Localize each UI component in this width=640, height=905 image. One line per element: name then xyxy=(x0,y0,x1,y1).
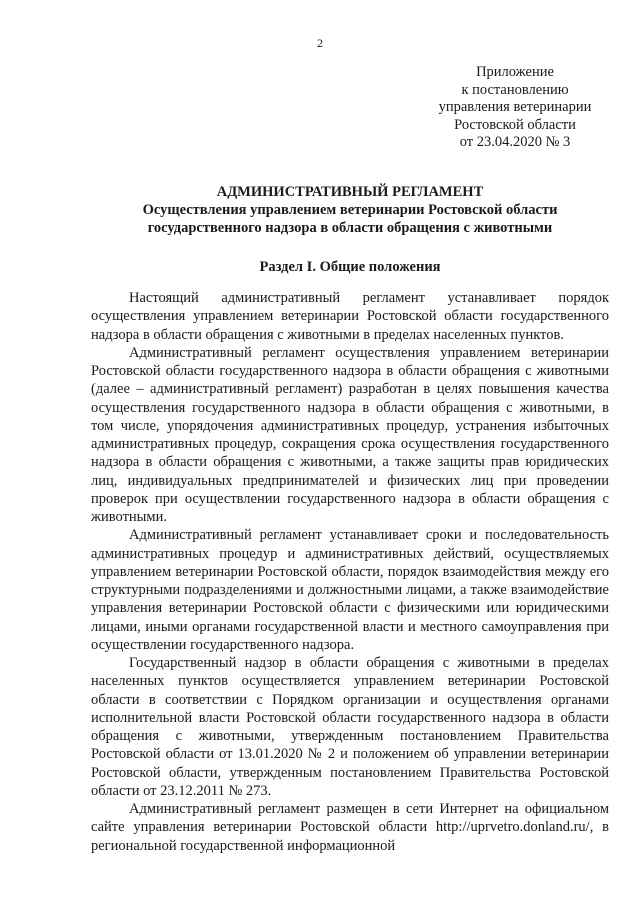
appendix-line: управления ветеринарии xyxy=(438,99,592,116)
title-line: государственного надзора в области обращения с животными xyxy=(147,220,553,236)
title-line: Осуществления управлением ветеринарии Ростовской области xyxy=(142,202,558,218)
appendix-line: Ростовской области xyxy=(454,116,576,133)
appendix-line: к постановлению xyxy=(461,81,569,98)
paragraph: Административный регламент осуществления управлением ветеринарии Ростовской области государственного надзора в области обращения с животными (далее – административный регламент) разработан в целях повышения качества осуществления государственного надзора в области обращения с животными, в том числе, упорядочения административных процедур, устранения избыточных административных процедур, сокращения срока осуществления государственного надзора в области обращения с животными, а также защиты прав юридических лиц, индивидуальных предпринимателей и физических лиц при проведении проверок при осуществлении государственного надзора в области обращения с животными. xyxy=(91,344,609,525)
paragraph: Настоящий административный регламент устанавливает порядок осуществления управлением ветеринарии Ростовской области государственного надзора в области обращения с животными в пределах населенных пунктов. xyxy=(91,290,609,343)
appendix-line: от 23.04.2020 № 3 xyxy=(459,134,571,151)
title-line: АДМИНИСТРАТИВНЫЙ РЕГЛАМЕНТ xyxy=(216,184,484,200)
body-text xyxy=(91,289,609,855)
appendix-block xyxy=(420,64,610,152)
document-title xyxy=(60,183,640,237)
paragraph: Административный регламент устанавливает сроки и последовательность административных процедур и административных действий, осуществляемых управлением ветеринарии Ростовской области, порядок взаимодействия между его структурными подразделениями и должностными лицами, а также взаимодействие управления ветеринарии Ростовской области с физическими или юридическими лицами, иными органами государственной власти и местного самоуправления при осуществлении государственного надзора. xyxy=(91,527,609,653)
page-number: 2 xyxy=(317,36,323,50)
paragraph: Государственный надзор в области обращения с животными в пределах населенных пунктов осуществляется управлением ветеринарии Ростовской области в соответствии с Порядком организации и осуществления органами исполнительной власти Ростовской области государственного надзора в области обращения с животными, утвержденным постановлением Правительства Ростовской области от 13.01.2020 № 2 и положением об управлении ветеринарии Ростовской области, утвержденным постановлением Правительства Ростовской области от 23.12.2011 № 273. xyxy=(91,655,609,799)
paragraph: Административный регламент размещен в сети Интернет на официальном сайте управления ветеринарии Ростовской области http://uprvetro.donland.ru/, в региональной государственной информационной xyxy=(91,801,609,854)
section-heading: Раздел I. Общие положения xyxy=(259,259,441,275)
appendix-line: Приложение xyxy=(476,64,554,80)
